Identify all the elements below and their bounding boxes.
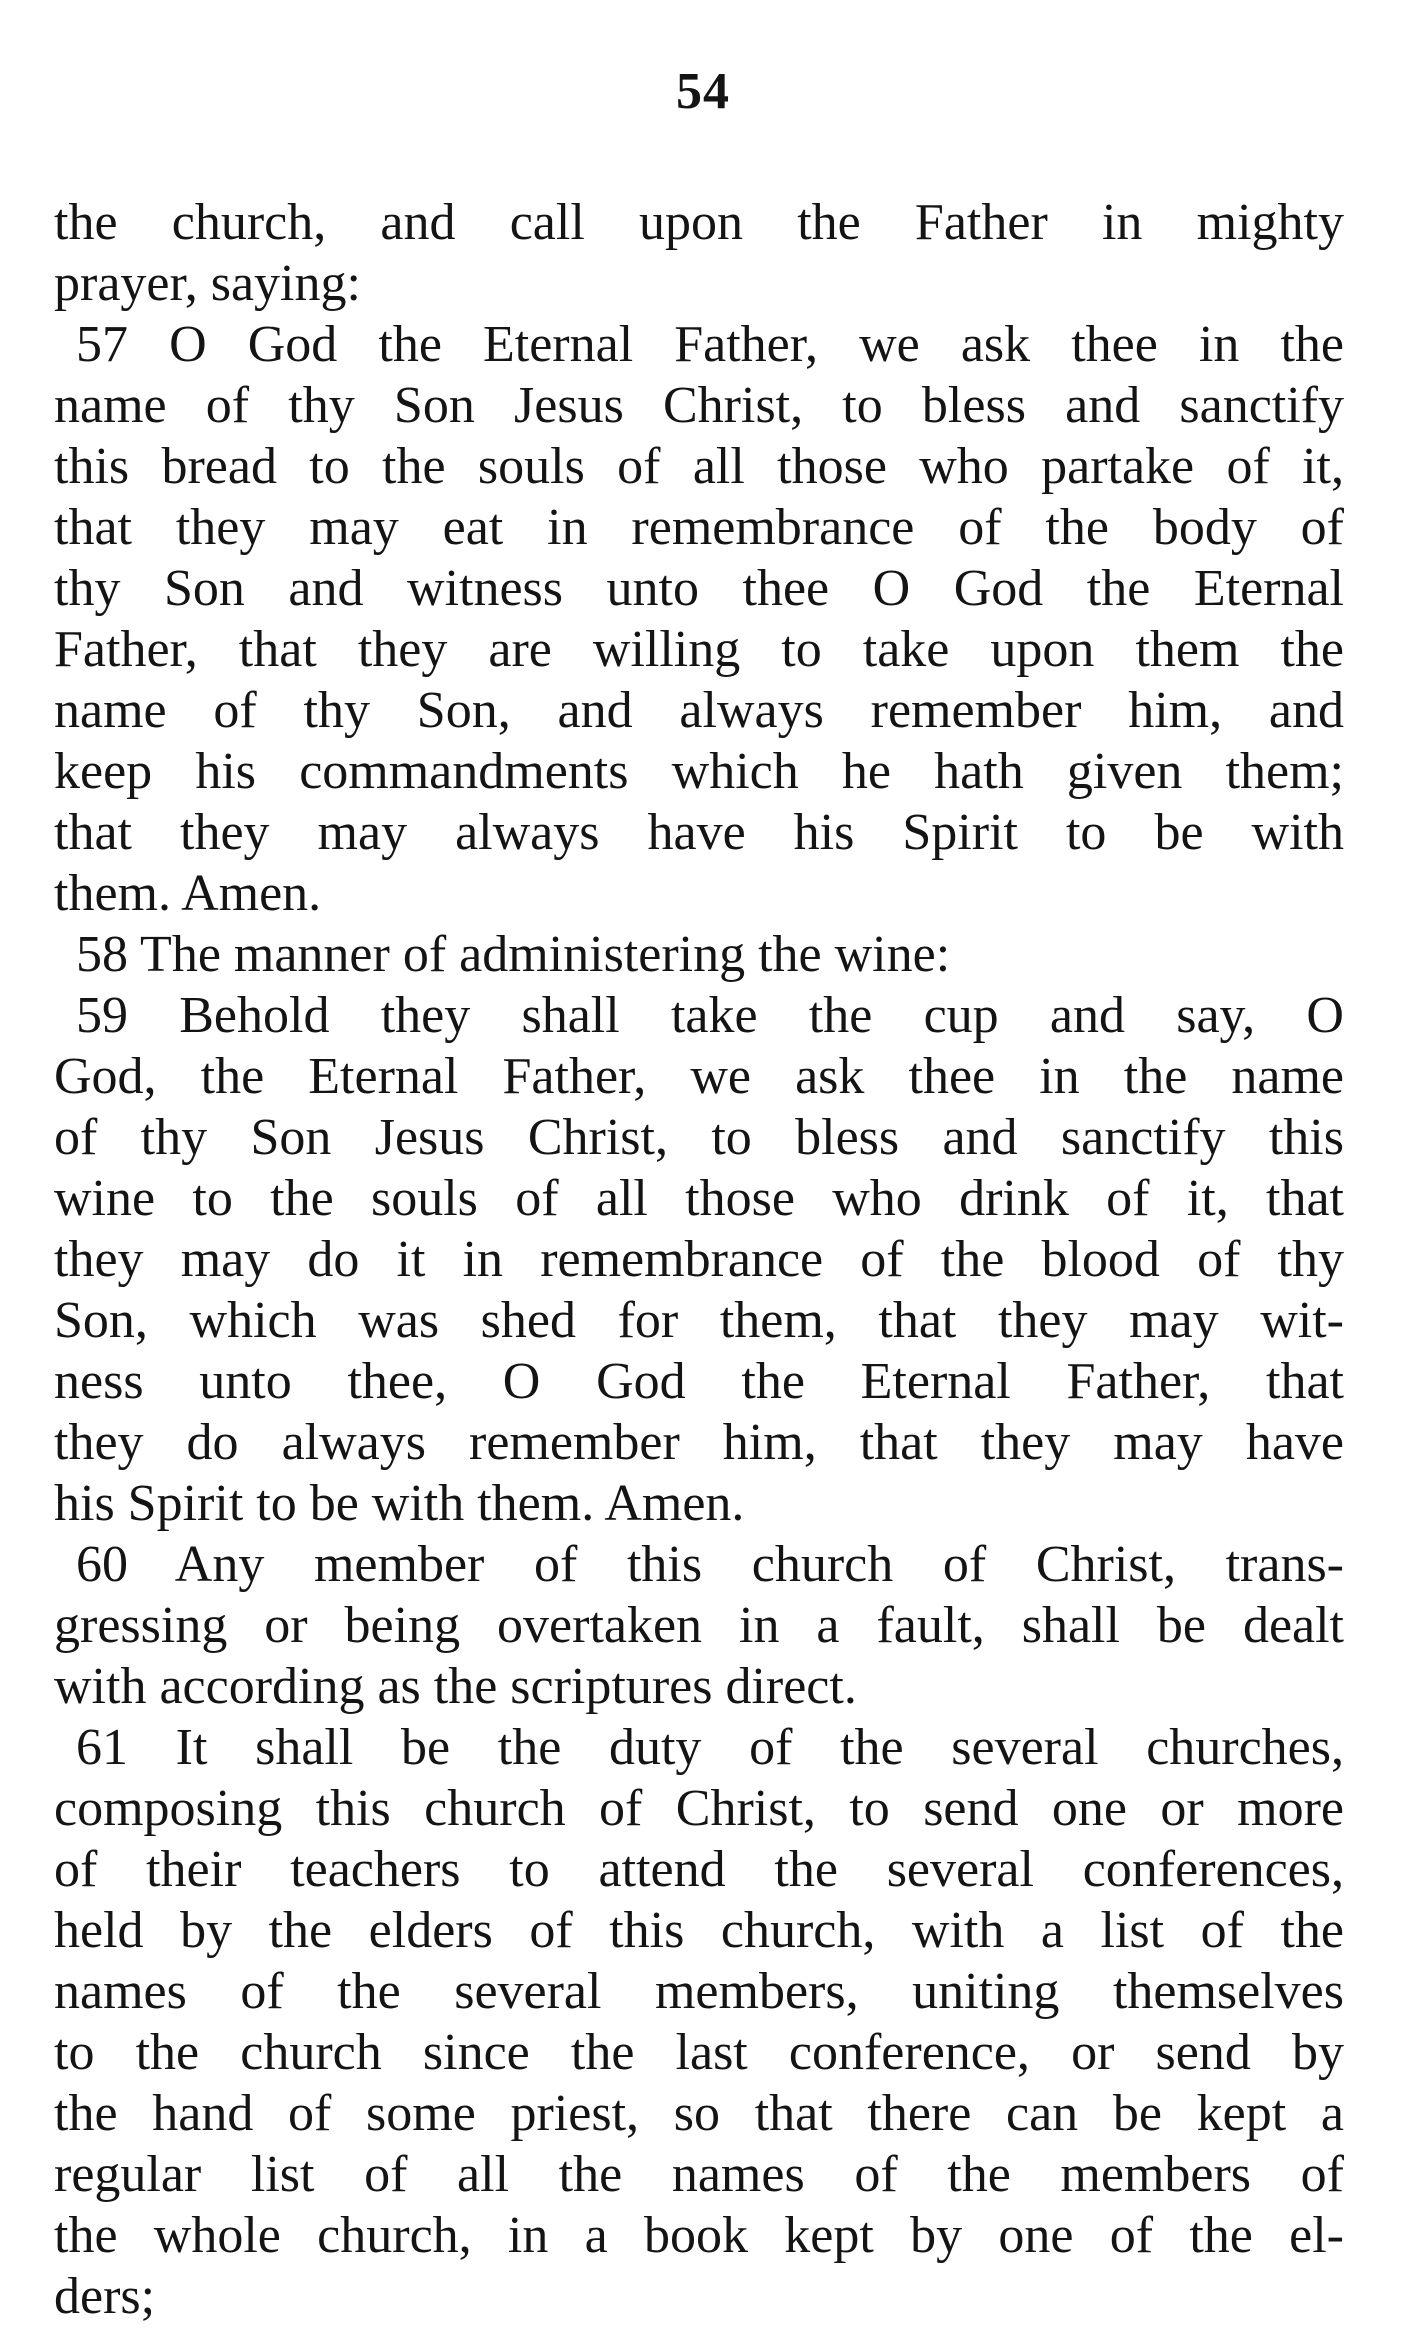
- text-line: wine to the souls of all those who drink of it, that: [54, 1170, 1344, 1227]
- text-line: gressing or being overtaken in a fault, shall be dealt: [54, 1597, 1344, 1654]
- text-line: 57 O God the Eternal Father, we ask thee in the: [76, 316, 1344, 373]
- text-line: names of the several members, uniting themselves: [54, 1963, 1344, 2020]
- text-line: name of thy Son, and always remember him, and: [54, 682, 1344, 739]
- text-line: God, the Eternal Father, we ask thee in the name: [54, 1048, 1344, 1105]
- text-line: keep his commandments which he hath given them;: [54, 743, 1344, 800]
- text-line: 61 It shall be the duty of the several churches,: [76, 1719, 1344, 1776]
- page-text-block: [54, 192, 1344, 2327]
- text-line: regular list of all the names of the members of: [54, 2146, 1344, 2203]
- text-line: this bread to the souls of all those who partake of it,: [54, 438, 1344, 495]
- text-line: with according as the scriptures direct.: [54, 1658, 857, 1715]
- text-line: Son, which was shed for them, that they may wit-: [54, 1292, 1344, 1349]
- text-line: the church, and call upon the Father in mighty: [54, 194, 1344, 251]
- text-line: held by the elders of this church, with a list of the: [54, 1902, 1344, 1959]
- text-line: they may do it in remembrance of the blood of thy: [54, 1231, 1344, 1288]
- text-line: his Spirit to be with them. Amen.: [54, 1475, 745, 1532]
- text-line: prayer, saying:: [54, 255, 361, 312]
- text-line: the hand of some priest, so that there can be kept a: [54, 2085, 1344, 2142]
- text-line: that they may always have his Spirit to be with: [54, 804, 1344, 861]
- text-line: 60 Any member of this church of Christ, trans-: [76, 1536, 1344, 1593]
- text-line: ness unto thee, O God the Eternal Father, that: [54, 1353, 1344, 1410]
- text-line: ders;: [54, 2268, 156, 2325]
- text-line: they do always remember him, that they may have: [54, 1414, 1344, 1471]
- text-line: of their teachers to attend the several conferences,: [54, 1841, 1344, 1898]
- text-line: that they may eat in remembrance of the body of: [54, 499, 1344, 556]
- text-line: to the church since the last conference, or send by: [54, 2024, 1344, 2081]
- text-line: 58 The manner of administering the wine:: [76, 926, 951, 983]
- text-line: of thy Son Jesus Christ, to bless and sanctify this: [54, 1109, 1344, 1166]
- text-line: them. Amen.: [54, 865, 322, 922]
- text-line: 59 Behold they shall take the cup and say, O: [76, 987, 1344, 1044]
- text-line: thy Son and witness unto thee O God the Eternal: [54, 560, 1344, 617]
- text-line: the whole church, in a book kept by one of the el-: [54, 2207, 1344, 2264]
- text-line: name of thy Son Jesus Christ, to bless and sanctify: [54, 377, 1344, 434]
- page-number: 54: [676, 63, 730, 120]
- text-line: Father, that they are willing to take upon them the: [54, 621, 1344, 678]
- text-line: composing this church of Christ, to send one or more: [54, 1780, 1344, 1837]
